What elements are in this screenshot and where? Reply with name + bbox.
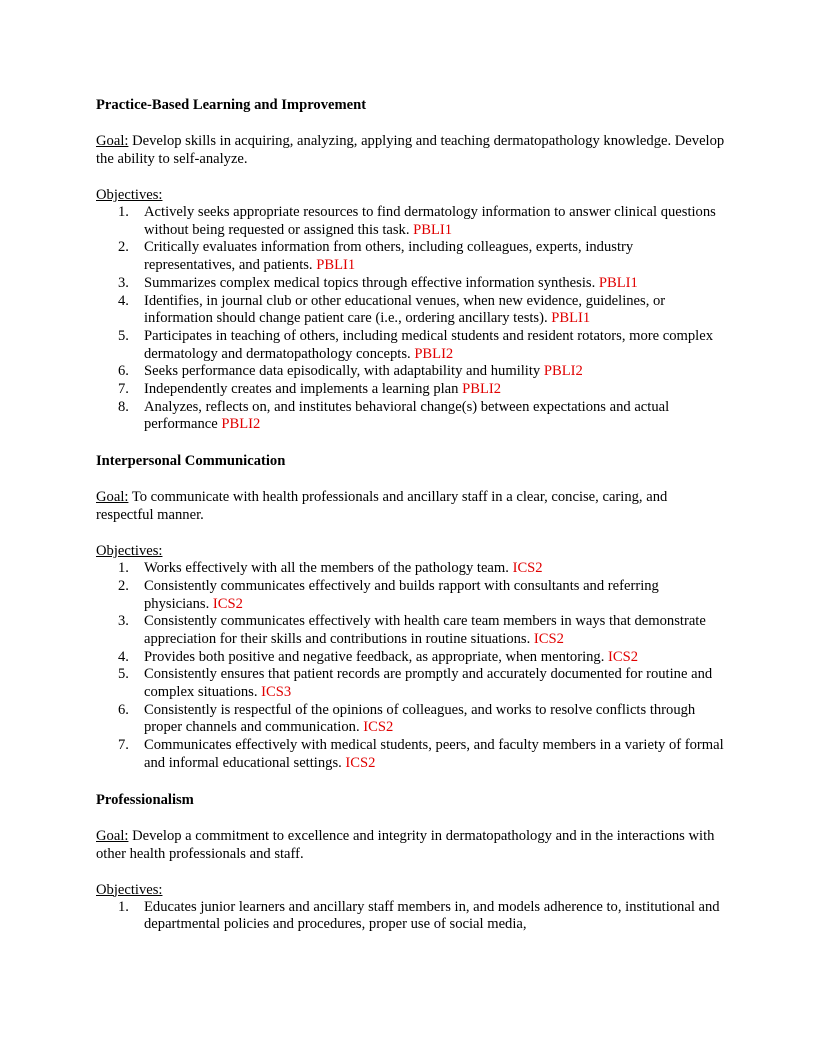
goal-paragraph <box>96 132 726 168</box>
objectives-list <box>96 204 726 434</box>
milestone-code: PBLI2 <box>414 345 454 362</box>
milestone-code: PBLI1 <box>316 257 356 274</box>
objective-text: Identifies, in journal club or other educational venues, when new evidence, guidelines, or information should change patient care (i.e., ordering ancillary tests). <box>144 292 666 327</box>
objective-text: Analyzes, reflects on, and institutes behavioral change(s) between expectations and actual performance <box>144 398 670 433</box>
objective-number: 1. <box>118 560 129 577</box>
objective-item <box>96 899 726 934</box>
objective-item <box>96 399 726 434</box>
milestone-code: PBLI2 <box>221 416 261 433</box>
objective-text: Provides both positive and negative feedback, as appropriate, when mentoring. <box>144 648 609 665</box>
milestone-code: ICS2 <box>212 595 243 612</box>
objective-text: Consistently ensures that patient records are promptly and accurately documented for routine and complex situations. <box>144 666 713 701</box>
objective-number: 5. <box>118 666 129 683</box>
objective-number: 6. <box>118 363 129 380</box>
objective-text: Works effectively with all the members of the pathology team. <box>144 560 513 577</box>
section-heading: Professionalism <box>96 791 194 808</box>
section <box>96 791 726 934</box>
objective-text: Educates junior learners and ancillary staff members in, and models adherence to, institutional and departmental policies and procedures, proper use of social media, <box>144 898 720 933</box>
objectives-label: Objectives: <box>96 187 163 203</box>
objective-item <box>96 328 726 363</box>
objective-item <box>96 293 726 328</box>
section <box>96 452 726 772</box>
objectives-label: Objectives: <box>96 881 163 898</box>
milestone-code: PBLI1 <box>598 274 638 291</box>
goal-label: Goal: <box>96 827 129 844</box>
objective-item <box>96 560 726 578</box>
section <box>96 96 726 434</box>
milestone-code: PBLI1 <box>413 221 453 238</box>
objective-text: Summarizes complex medical topics through effective information synthesis. <box>144 274 599 291</box>
goal-paragraph <box>96 488 726 524</box>
objective-item <box>96 666 726 701</box>
objective-number: 7. <box>118 737 129 754</box>
goal-label: Goal: <box>96 133 129 149</box>
objectives-list <box>96 560 726 772</box>
objective-text: Actively seeks appropriate resources to find dermatology information to answer clinical questions without being requested or assigned this task. <box>144 204 716 238</box>
goal-text: Develop skills in acquiring, analyzing, applying and teaching dermatopathology knowledge. Develop the ability to self-analyze. <box>96 133 725 167</box>
objective-number: 6. <box>118 701 129 718</box>
objective-number: 2. <box>118 239 129 256</box>
milestone-code: ICS2 <box>363 719 394 736</box>
objective-item <box>96 363 726 381</box>
milestone-code: ICS2 <box>608 648 639 665</box>
objective-number: 3. <box>118 274 129 291</box>
objective-text: Independently creates and implements a learning plan <box>144 381 463 398</box>
objective-text: Participates in teaching of others, including medical students and resident rotators, more complex dermatology and dermatopathology concepts. <box>144 327 713 362</box>
objective-item <box>96 613 726 648</box>
objective-number: 4. <box>118 648 129 665</box>
milestone-code: ICS3 <box>261 684 292 701</box>
milestone-code: PBLI2 <box>543 363 583 380</box>
objective-item <box>96 737 726 772</box>
objective-item <box>96 702 726 737</box>
objective-number: 8. <box>118 398 129 415</box>
section-heading: Practice-Based Learning and Improvement <box>96 97 367 113</box>
objective-item <box>96 649 726 667</box>
objective-item <box>96 204 726 239</box>
objective-text: Consistently communicates effectively and builds rapport with consultants and referring physicians. <box>144 577 659 612</box>
goal-label: Goal: <box>96 489 129 506</box>
section-heading: Interpersonal Communication <box>96 453 286 470</box>
objective-text: Communicates effectively with medical students, peers, and faculty members in a variety of formal and informal educational settings. <box>144 737 724 771</box>
objectives-list <box>96 899 726 934</box>
objective-text: Critically evaluates information from others, including colleagues, experts, industry representatives, and patients. <box>144 239 634 274</box>
milestone-code: PBLI2 <box>462 381 502 398</box>
objective-number: 3. <box>118 613 129 630</box>
milestone-code: ICS2 <box>533 630 564 647</box>
objective-text: Seeks performance data episodically, with adaptability and humility <box>144 363 544 380</box>
objectives-label: Objectives: <box>96 543 163 560</box>
milestone-code: PBLI1 <box>551 310 591 327</box>
goal-paragraph <box>96 827 726 863</box>
objective-item <box>96 578 726 613</box>
goal-text: Develop a commitment to excellence and integrity in dermatopathology and in the interactions with other health professionals and staff. <box>96 827 715 862</box>
objective-number: 2. <box>118 577 129 594</box>
milestone-code: ICS2 <box>512 560 543 577</box>
objective-item <box>96 275 726 293</box>
objective-number: 1. <box>118 898 129 915</box>
objective-text: Consistently is respectful of the opinions of colleagues, and works to resolve conflicts through proper channels and communication. <box>144 701 696 736</box>
objective-number: 4. <box>118 292 129 309</box>
objective-number: 7. <box>118 381 129 398</box>
objective-text: Consistently communicates effectively with health care team members in ways that demonstrate appreciation for their skills and contributions in routine situations. <box>144 613 706 647</box>
objective-number: 5. <box>118 327 129 344</box>
milestone-code: ICS2 <box>345 754 376 771</box>
objective-number: 1. <box>118 204 129 220</box>
objective-item <box>96 381 726 399</box>
goal-text: To communicate with health professionals and ancillary staff in a clear, concise, caring, and respectful manner. <box>96 489 668 524</box>
objective-item <box>96 239 726 274</box>
document-body <box>96 96 726 952</box>
